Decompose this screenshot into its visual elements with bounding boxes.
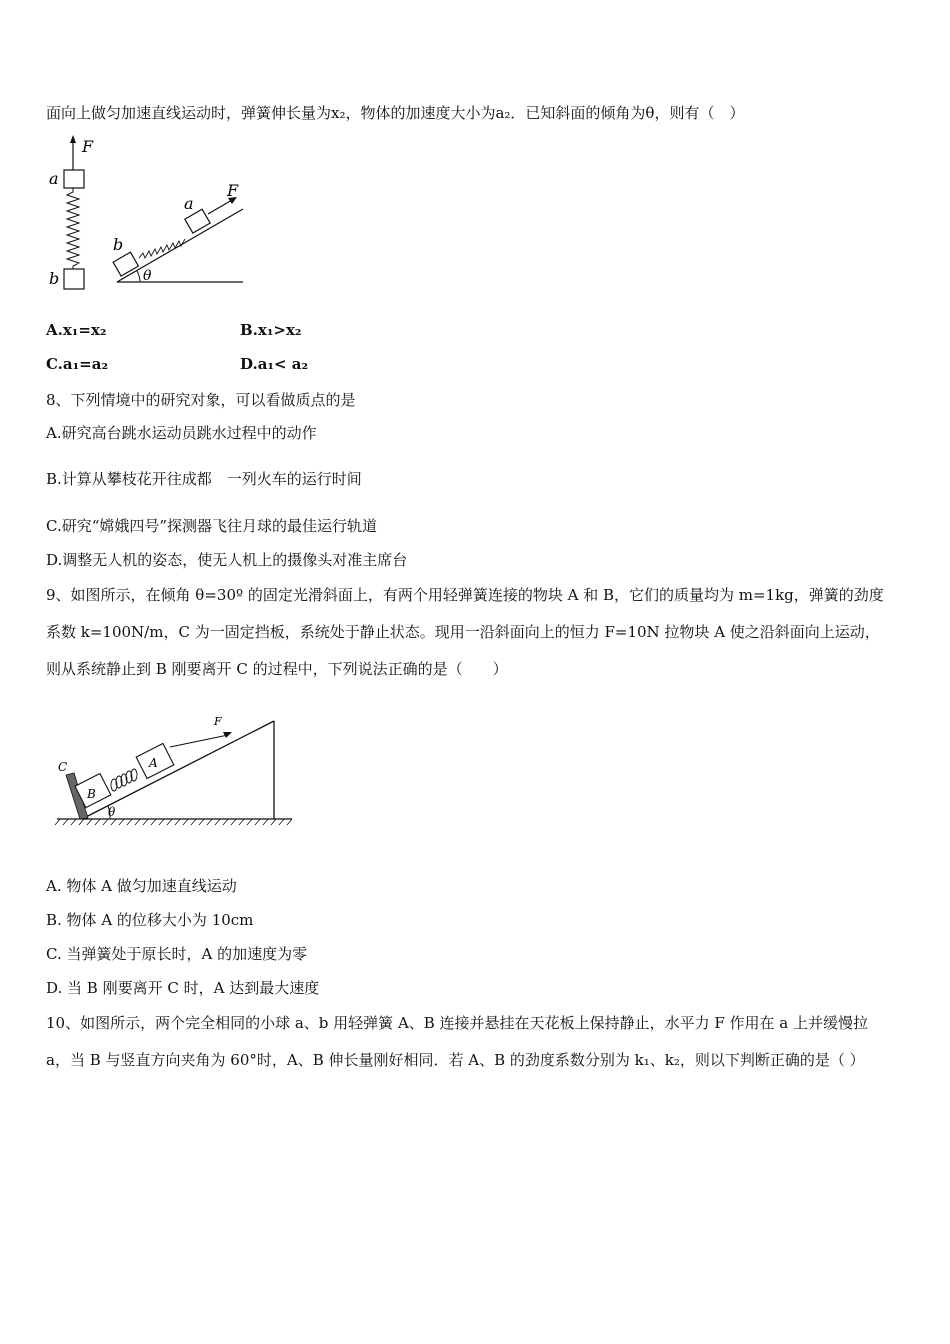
q8-option-c[interactable]: C.研究“嫦娥四号”探测器飞往月球的最佳运行轨道 <box>46 517 378 535</box>
q7-fig-label-b2: b <box>113 235 124 254</box>
q7-option-d[interactable]: D.a₁< a₂ <box>240 355 309 373</box>
q7-fig-label-theta: θ <box>143 268 152 284</box>
q9-option-c[interactable]: C. 当弹簧处于原长时，A 的加速度为零 <box>46 945 308 963</box>
q7-option-c[interactable]: C.a₁=a₂ <box>46 355 109 373</box>
q9-fig-label-B: B <box>87 787 96 801</box>
q8-stem: 8、下列情境中的研究对象，可以看做质点的是 <box>46 391 356 409</box>
q9-stem-line2: 系数 k=100N/m，C 为一固定挡板，系统处于静止状态。现用一沿斜面向上的恒力 F=10N 拉物块 A 使之沿斜面向上运动， <box>46 623 880 641</box>
q10-stem-line1: 10、如图所示，两个完全相同的小球 a、b 用轻弹簧 A、B 连接并悬挂在天花板上保持静止，水平力 F 作用在 a 上并缓慢拉 <box>46 1014 868 1032</box>
q7-figure <box>40 132 300 302</box>
q9-stem-line3: 则从系统静止到 B 刚要离开 C 的过程中，下列说法正确的是（ ） <box>46 660 508 678</box>
q7-fig-label-a1: a <box>49 169 59 188</box>
q9-stem-line1: 9、如图所示，在倾角 θ=30º 的固定光滑斜面上，有两个用轻弹簧连接的物块 A 和 B，它们的质量均为 m=1kg，弹簧的劲度 <box>46 586 884 604</box>
q7-option-a[interactable]: A.x₁=x₂ <box>46 321 107 339</box>
q9-fig-label-F: F <box>214 715 222 728</box>
q7-option-b[interactable]: B.x₁>x₂ <box>240 321 302 339</box>
q7-stem: 面向上做匀加速直线运动时，弹簧伸长量为x₂，物体的加速度大小为a₂．已知斜面的倾角为θ，则有（ ） <box>46 104 745 122</box>
q9-option-a[interactable]: A. 物体 A 做匀加速直线运动 <box>46 877 237 895</box>
q9-fig-label-theta: θ <box>108 805 116 819</box>
q9-figure <box>52 705 312 840</box>
q9-fig-label-C: C <box>58 760 68 774</box>
q7-fig-label-a2: a <box>184 194 194 213</box>
q9-fig-label-A: A <box>149 756 158 770</box>
q7-fig-label-b1: b <box>49 269 60 288</box>
q8-option-b[interactable]: B.计算从攀枝花开往成都 一列火车的运行时间 <box>46 470 362 488</box>
q7-fig-label-F2: F <box>227 181 239 200</box>
q9-option-d[interactable]: D. 当 B 刚要离开 C 时，A 达到最大速度 <box>46 979 320 997</box>
q7-fig-label-F1: F <box>82 137 94 156</box>
q9-option-b[interactable]: B. 物体 A 的位移大小为 10cm <box>46 911 254 929</box>
q8-option-a[interactable]: A.研究高台跳水运动员跳水过程中的动作 <box>46 424 317 442</box>
q8-option-d[interactable]: D.调整无人机的姿态，使无人机上的摄像头对准主席台 <box>46 551 408 569</box>
q10-stem-line2: a，当 B 与竖直方向夹角为 60°时，A、B 伸长量刚好相同．若 A、B 的劲度系数分别为 k₁、k₂，则以下判断正确的是（ ） <box>46 1051 865 1069</box>
